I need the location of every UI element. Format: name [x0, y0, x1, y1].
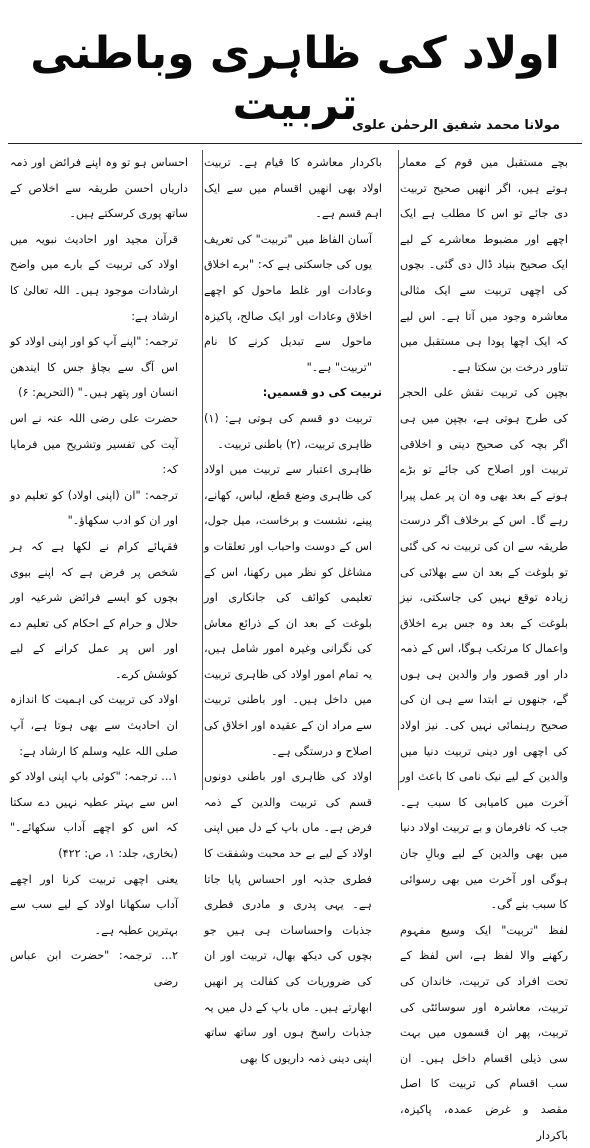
hadith-translation: ۱... ترجمہ: "کوئی باپ اپنی اولاد کو اس سے بہتر عطیہ نہیں دے سکتا کہ اس کو اچھے آداب سکھائے۔" (بخاری، جلد: ۱، ص: ۴۲۲)	[10, 770, 178, 861]
quote-translation: ترجمہ: "ان (اپنی اولاد) کو تعلیم دو اور ان کو ادب سکھاؤ۔"	[10, 488, 178, 528]
paragraph: اولاد کی تربیت کی اہمیت کا اندازہ ان احادیث سے بھی ہوتا ہے، آپ صلی اللہ علیہ وسلم کا ارشاد ہے:	[10, 693, 178, 758]
paragraph: یعنی اچھی تربیت کرنا اور اچھے آداب سکھانا اولاد کے لیے سب سے بہترین عطیہ ہے۔	[10, 872, 178, 937]
column-middle	[204, 150, 382, 1065]
paragraph: باکردار معاشرہ کا قیام ہے۔ تربیت اولاد بھی انھیں اقسام میں سے ایک اہم قسم ہے۔	[204, 156, 382, 221]
paragraph: آسان الفاظ میں "تربیت" کی تعریف یوں کی جاسکتی ہے کہ: "برے اخلاق وعادات اور غلط ماحول کو اچھے اخلاق وعادات اور ایک صالح، پاکیزہ ماحول سے تبدیل کرنے کا نام "تربیت" ہے۔"	[204, 232, 372, 374]
column-left	[10, 150, 188, 988]
paragraph: بچپن کی تربیت نقش علی الحجر کی طرح ہوتی ہے، بچپن میں ہی اگر بچہ کی صحیح دینی و اخلاقی تربیت اور اصلاح کی جائے تو بڑے ہونے کے بعد بھی وہ ان پر عمل پیرا رہے گا۔ اس کے برخلاف اگر درست طریقہ سے ان کی تربیت نہ کی گئی تو بلوغت کے بعد ان سے بھلائی کی زیادہ توقع نہیں کی جاسکتی، نیز بلوغت کے بعد وہ جس برے اخلاق واعمال کا مرتکب ہوگا، اس کے ذمہ دار اور قصور وار والدین ہی ہوں گے، جنھوں نے ابتدا سے ہی ان کی صحیح رہنمائی نہیں کی۔ نیز اولاد کی اچھی اور دینی تربیت دنیا میں والدین کے لیے نیک نامی کا باعث اور آخرت میں کامیابی کا سبب ہے۔ جب کہ نافرمان و بے تربیت اولاد دنیا میں بھی والدین کے لیے وبالِ جان ہوگی اور آخرت میں بھی رسوائی کا سبب بنے گی۔	[400, 386, 568, 912]
column-right	[400, 150, 578, 1142]
paragraph: لفظ "تربیت" ایک وسیع مفہوم رکھنے والا لفظ ہے، اس لفظ کے تحت افراد کی تربیت، خاندان کی تربیت، معاشرہ اور سوسائٹی کی تربیت، پھر ان قسموں میں بہت سی ذیلی اقسام داخل ہیں۔ ان سب اقسام کی تربیت کا اصل مقصد و غرض عمدہ، پاکیزہ، باکردار	[400, 923, 568, 1142]
paragraph: فقہائے کرام نے لکھا ہے کہ ہر شخص پر فرض ہے کہ اپنے بیوی بچوں کو ایسے فرائض شرعیہ اور حلال و حرام کے احکام کی تعلیم دے اور اس پر عمل کرانے کے لیے کوشش کرے۔	[10, 539, 178, 681]
paragraph: احساس ہو تو وہ اپنے فرائض اور ذمہ داریاں احسن طریقہ سے اخلاص کے ساتھ پوری کرسکتے ہیں۔	[10, 156, 188, 221]
header-divider	[8, 143, 582, 144]
column-divider-right	[398, 150, 399, 790]
section-heading: تربیت کی دو قسمیں:	[262, 386, 382, 400]
paragraph: تربیت دو قسم کی ہوتی ہے: (۱) ظاہری تربیت، (۲) باطنی تربیت۔	[204, 411, 372, 451]
paragraph: اولاد کی ظاہری اور باطنی دونوں قسم کی تربیت والدین کے ذمہ فرض ہے۔ ماں باپ کے دل میں اپنی اولاد کے لیے بے حد محبت وشفقت کا فطری جذبہ اور احساس پایا جاتا ہے۔ یہی پدری و مادری فطری جذبات واحساسات ہی ہیں جو بچوں کی دیکھ بھال، تربیت اور ان کی ضروریات کی کفالت پر انھیں ابھارتے ہیں۔ ماں باپ کے دل میں یہ جذبات راسخ ہوں اور ساتھ ساتھ اپنی دینی ذمہ داریوں کا بھی	[204, 770, 372, 1065]
quote-translation: ترجمہ: "اپنے آپ کو اور اپنی اولاد کو اس آگ سے بچاؤ جس کا ایندھن انسان اور پتھر ہیں۔" (التحریم: ۶)	[10, 335, 178, 400]
author-name: مولانا محمد شفیق الرحمٰن علوی	[351, 118, 560, 133]
article-title: اولاد کی ظاہری وباطنی تربیت	[30, 28, 560, 130]
paragraph: بچے مستقبل میں قوم کے معمار ہوتے ہیں، اگر انھیں صحیح تربیت دی جائے تو اس کا مطلب ہے ایک اچھے اور مضبوط معاشرے کے لیے ایک صحیح بنیاد ڈال دی گئی۔ بچوں کی اچھی تربیت سے ایک مثالی معاشرہ وجود میں آتا ہے۔ اس لیے کہ ایک اچھا پودا ہی مستقبل میں تناور درخت بن سکتا ہے۔	[400, 156, 568, 374]
column-divider-left	[202, 150, 203, 790]
hadith-translation: ۲... ترجمہ: "حضرت ابن عباس رضی	[10, 949, 178, 988]
paragraph: ظاہری اعتبار سے تربیت میں اولاد کی ظاہری وضع قطع، لباس، کھانے، پینے، نشست و برخاست، میل جول، اس کے دوست واحباب اور تعلقات و مشاغل کو نظر میں رکھنا، اس کے تعلیمی کوائف کی جانکاری اور بلوغت کے بعد ان کے ذرائع معاش کی نگرانی وغیرہ امور شامل ہیں، یہ تمام امور اولاد کی ظاہری تربیت میں داخل ہیں۔ اور باطنی تربیت سے مراد ان کے عقیدہ اور اخلاق کی اصلاح و درستگی ہے۔	[204, 463, 372, 758]
paragraph: قرآن مجید اور احادیث نبویہ میں اولاد کی تربیت کے بارے میں واضح ارشادات موجود ہیں۔ اللہ تعالیٰ کا ارشاد ہے:	[10, 232, 178, 323]
paragraph: حضرت علی رضی اللہ عنہ نے اس آیت کی تفسیر وتشریح میں فرمایا کہ:	[10, 411, 178, 477]
